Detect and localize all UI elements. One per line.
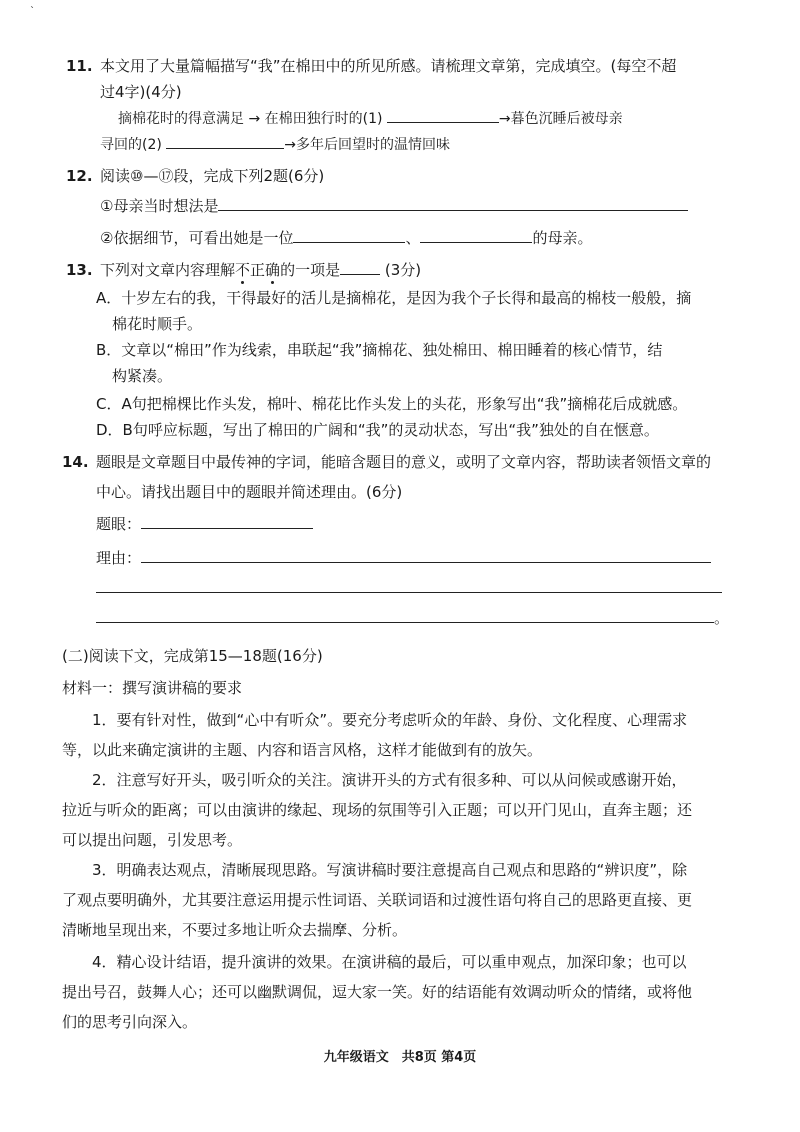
q13-stem-emph2: 确 <box>265 261 281 279</box>
q11-blank1[interactable] <box>387 108 499 123</box>
q11-flow-part2: →暮色沉睡后被母亲 <box>498 111 623 127</box>
q12-item2-sep: 、 <box>405 229 421 247</box>
q14-stem-1: 题眼是文章题目中最传神的字词，能暗含题目的意义，或明了文章内容，帮助读者领悟文章的 <box>96 453 712 471</box>
q14-label-liyou: 理由： <box>96 549 142 567</box>
q14-tiyan-blank[interactable] <box>141 514 313 529</box>
q13-optA-1: A．十岁左右的我，干得最好的活儿是摘棉花，是因为我个子长得和最高的棉枝一般般，摘 <box>96 289 692 307</box>
q14-answer-line2[interactable] <box>96 592 722 593</box>
q12-item2 <box>100 228 592 248</box>
q13-score: (3分) <box>384 261 422 279</box>
material1-p1-line2: 等，以此来确定演讲的主题、内容和语言风格，这样才能做到有的放矢。 <box>62 741 543 759</box>
q14-end-mark: 。 <box>714 609 730 627</box>
q13-optA-2: 棉花时顺手。 <box>112 315 203 333</box>
material1-title: 材料一：撰写演讲稿的要求 <box>62 679 243 697</box>
q14-label-tiyan: 题眼： <box>96 515 142 533</box>
q13-answer-blank[interactable] <box>340 260 380 275</box>
q11-blank2[interactable] <box>166 134 284 149</box>
q14-number: 14. <box>62 453 89 471</box>
q11-line1 <box>66 56 676 76</box>
q12-item2-end: 的母亲。 <box>532 229 593 247</box>
q11-number: 11. <box>66 57 93 75</box>
material1-p4-line3: 们的思考引向深入。 <box>62 1013 198 1031</box>
q13-stem-b: 正 <box>250 261 266 279</box>
q11-flow-line2 <box>100 134 450 155</box>
material1-p2-line3: 可以提出问题，引发思考。 <box>62 831 243 849</box>
q11-flow-part1: 摘棉花时的得意满足 → 在棉田独行时的(1) <box>118 111 383 127</box>
page-footer: 九年级语文 共8页 第4页 <box>323 1050 477 1065</box>
q14-liyou-blank1[interactable] <box>141 548 711 563</box>
material1-p2-line1: 2．注意写好开头，吸引听众的关注。演讲开头的方式有很多种、可以从问候或感谢开始， <box>92 771 687 789</box>
q13-number: 13. <box>66 261 93 279</box>
material1-p3-line2: 了观点要明确外，尤其要注意运用提示性词语、关联词语和过渡性语句将自己的思路更直接、更 <box>62 891 693 909</box>
q13-stem-c: 的一项是 <box>280 261 341 279</box>
q14-label2-line <box>96 548 711 568</box>
q14-line2: 中心。请找出题目中的题眼并简述理由。(6分) <box>96 483 403 501</box>
q14-answer-line3[interactable] <box>96 622 714 623</box>
q13-optC: C．A句把棉棵比作头发，棉叶、棉花比作头发上的头花，形象写出“我”摘棉花后成就感。 <box>96 395 688 413</box>
q11-flow-line1 <box>118 108 623 129</box>
q13-line <box>66 260 421 280</box>
q13-optB-2: 构紧凑。 <box>112 367 173 385</box>
section2-heading: (二)阅读下文，完成第15—18题(16分) <box>62 647 323 665</box>
q12-item2-blank2[interactable] <box>420 228 532 243</box>
q13-stem-a: 下列对文章内容理解 <box>100 261 236 279</box>
q13-optB-1: B．文章以“棉田”作为线索，串联起“我”摘棉花、独处棉田、棉田睡着的核心情节，结 <box>96 341 663 359</box>
material1-p1-line1: 1．要有针对性，做到“心中有听众”。要充分考虑听众的年龄、身份、文化程度、心理需求 <box>92 711 688 729</box>
corner-mark: ` <box>30 6 35 17</box>
q13-stem-emph1: 不 <box>235 261 251 279</box>
q12-number: 12. <box>66 167 93 185</box>
q11-flow-part3: 寻回的(2) <box>100 137 162 153</box>
material1-p3-line3: 清晰地呈现出来，不要过多地让听众去揣摩、分析。 <box>62 921 408 939</box>
material1-p4-line2: 提出号召，鼓舞人心；还可以幽默调侃，逗大家一笑。好的结语能有效调动听众的情绪，或将他 <box>62 983 693 1001</box>
q11-flow-part4: →多年后回望时的温情回味 <box>284 137 451 153</box>
q11-stem: 本文用了大量篇幅描写“我”在棉田中的所见所感。请梳理文章第，完成填空。(每空不超 <box>100 57 677 75</box>
q12-item2-blank1[interactable] <box>293 228 405 243</box>
q12-item2-label: ②依据细节，可看出她是一位 <box>100 229 294 247</box>
q14-line1 <box>62 452 711 472</box>
material1-p3-line1: 3．明确表达观点，清晰展现思路。写演讲稿时要注意提高自己观点和思路的“辨识度”，除 <box>92 861 688 879</box>
material1-p2-line2: 拉近与听众的距离；可以由演讲的缘起、现场的氛围等引入正题；可以开门见山，直奔主题；还 <box>62 801 693 819</box>
q14-label1-line <box>96 514 313 534</box>
q13-optD: D．B句呼应标题，写出了棉田的广阔和“我”的灵动状态，写出“我”独处的自在惬意。 <box>96 421 659 439</box>
q12-item1-label: ①母亲当时想法是 <box>100 197 219 215</box>
q12-item1 <box>100 196 688 216</box>
q11-line2: 过4字)(4分) <box>100 83 182 101</box>
q12-item1-blank[interactable] <box>218 196 688 211</box>
material1-p4-line1: 4．精心设计结语，提升演讲的效果。在演讲稿的最后，可以重申观点，加深印象；也可以 <box>92 953 687 971</box>
q12-line <box>66 166 324 186</box>
q12-stem: 阅读⑩—⑰段，完成下列2题(6分) <box>100 167 325 185</box>
